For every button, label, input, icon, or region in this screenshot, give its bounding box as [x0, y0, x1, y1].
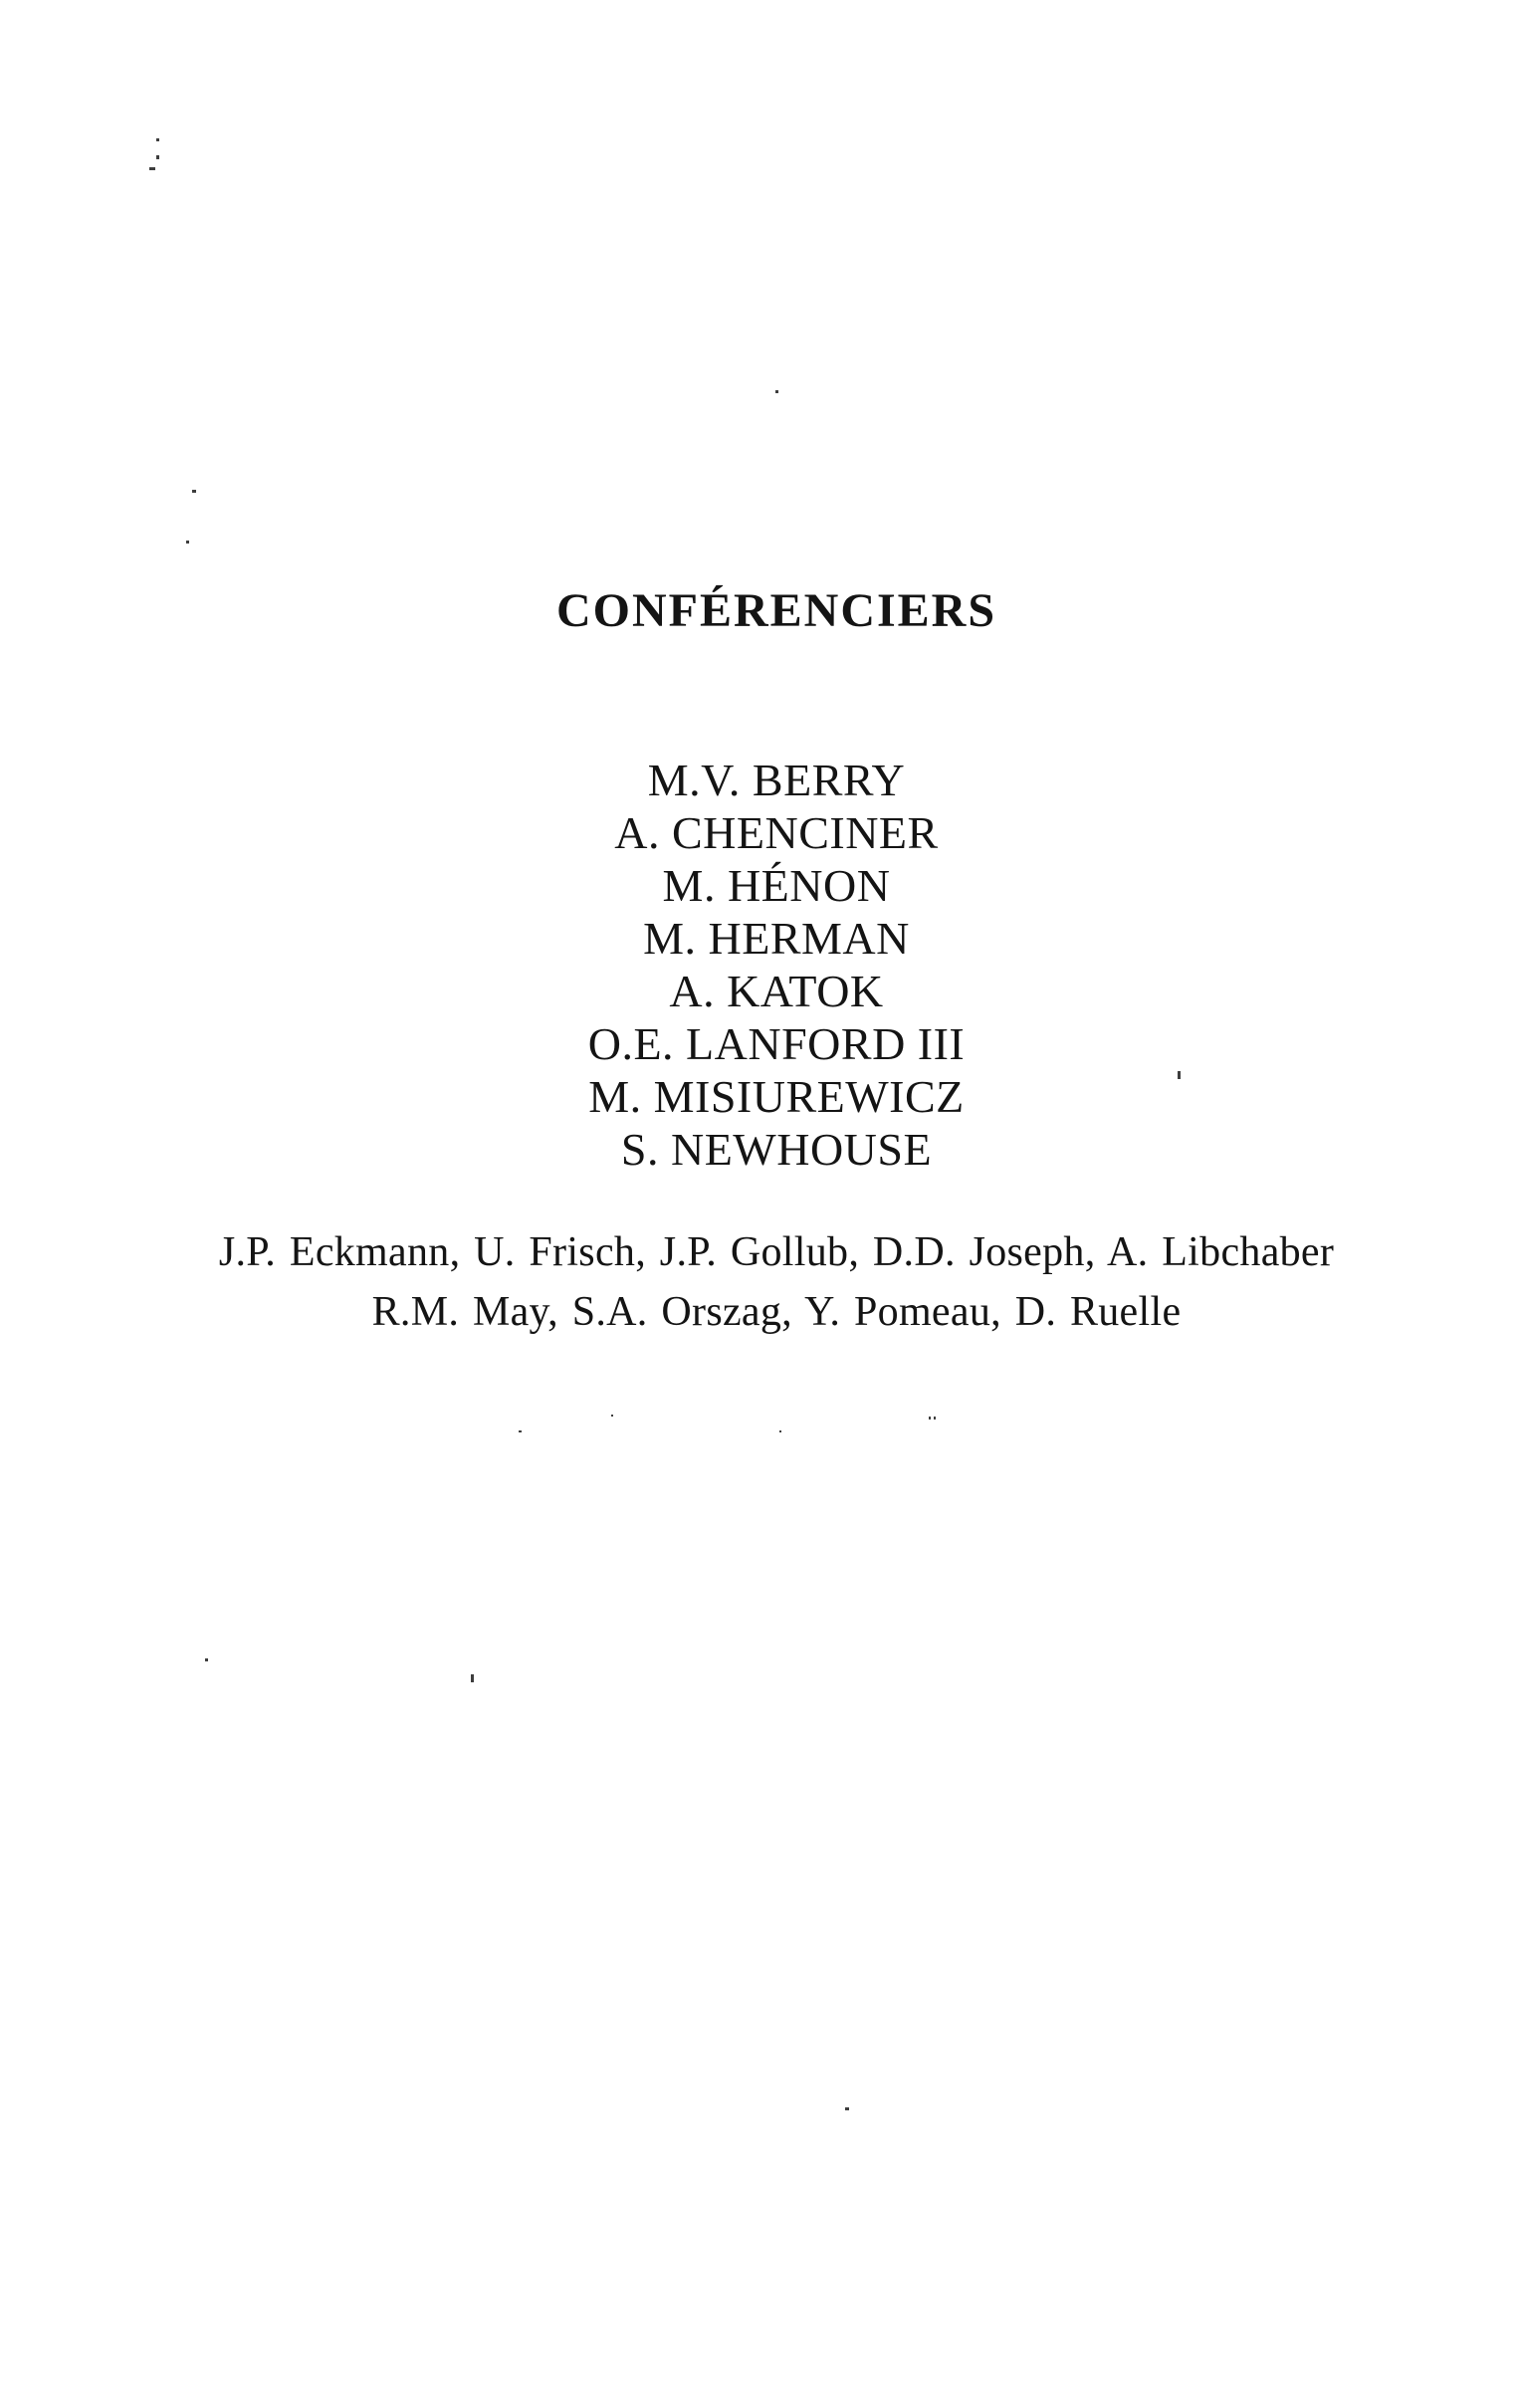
contributors-line: R.M. May, S.A. Orszag, Y. Pomeau, D. Ruelle: [371, 1289, 1182, 1335]
scan-speck: [186, 541, 189, 544]
scan-speck: [1178, 1071, 1181, 1079]
scan-speck: [471, 1674, 474, 1682]
speaker-name: M. MISIUREWICZ: [588, 1071, 965, 1122]
scan-speck: [775, 390, 778, 393]
speaker-name: A. CHENCINER: [614, 807, 939, 858]
scan-speck: [611, 1415, 613, 1417]
contributors-line: J.P. Eckmann, U. Frisch, J.P. Gollub, D.D. Joseph, A. Libchaber: [218, 1229, 1335, 1275]
scan-speck: [149, 167, 155, 170]
scan-speck: [779, 1430, 781, 1432]
scan-speck: [205, 1658, 208, 1661]
speaker-name: M.V. BERRY: [647, 755, 906, 805]
scan-speck: [845, 2107, 849, 2110]
scan-speck: [156, 155, 159, 159]
scan-speck: [934, 1417, 936, 1420]
speaker-name: O.E. LANFORD III: [587, 1018, 966, 1069]
scan-speck: [519, 1430, 522, 1432]
speaker-name: A. KATOK: [669, 966, 884, 1016]
speaker-name: S. NEWHOUSE: [620, 1124, 933, 1175]
scan-speck: [156, 138, 159, 141]
contributors-paragraph: [34, 1222, 1519, 1342]
speaker-name: M. HERMAN: [643, 913, 910, 964]
speaker-name: M. HÉNON: [662, 860, 891, 911]
scan-speck: [192, 490, 196, 493]
scan-speck: [929, 1417, 931, 1420]
speakers-list: [34, 754, 1519, 1176]
page-title: CONFÉRENCIERS: [555, 584, 997, 637]
